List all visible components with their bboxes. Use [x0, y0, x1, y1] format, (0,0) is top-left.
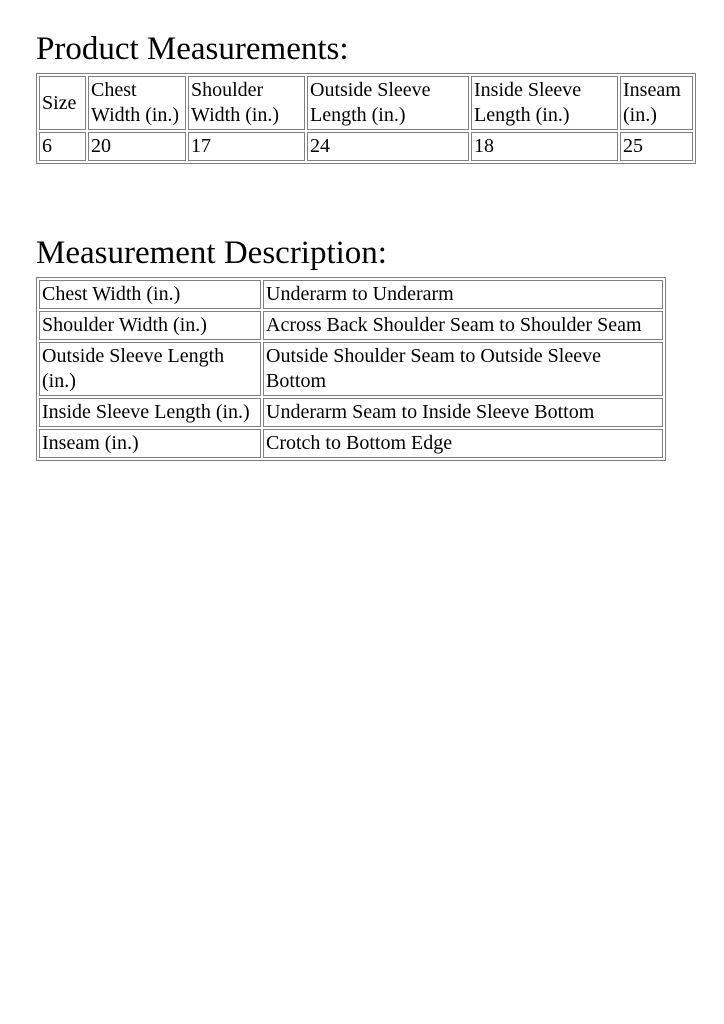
column-header-inseam: Inseam (in.): [620, 76, 693, 130]
description-row-inside-sleeve-length: [39, 398, 663, 427]
description-row-outside-sleeve-length: [39, 342, 663, 396]
column-header-chest-width: Chest Width (in.): [88, 76, 186, 130]
product-measurements-title: Product Measurements:: [36, 31, 349, 67]
description-row-chest-width: [39, 280, 663, 309]
cell-inside-sleeve-length-value: 18: [471, 132, 618, 161]
cell-measurement-label: Outside Sleeve Length (in.): [39, 342, 261, 396]
cell-measurement-description: Crotch to Bottom Edge: [263, 429, 663, 458]
column-header-outside-sleeve-length: Outside Sleeve Length (in.): [307, 76, 469, 130]
measurements-value-row: [39, 132, 693, 161]
product-measurements-table: [36, 73, 696, 164]
cell-measurement-description: Underarm to Underarm: [263, 280, 663, 309]
cell-inseam-value: 25: [620, 132, 693, 161]
cell-measurement-description: Across Back Shoulder Seam to Shoulder Seam: [263, 311, 663, 340]
cell-measurement-description: Underarm Seam to Inside Sleeve Bottom: [263, 398, 663, 427]
cell-size-value: 6: [39, 132, 86, 161]
measurement-description-table: [36, 277, 666, 461]
cell-measurement-label: Inseam (in.): [39, 429, 261, 458]
column-header-inside-sleeve-length: Inside Sleeve Length (in.): [471, 76, 618, 130]
cell-measurement-label: Shoulder Width (in.): [39, 311, 261, 340]
column-header-shoulder-width: Shoulder Width (in.): [188, 76, 305, 130]
description-row-inseam: [39, 429, 663, 458]
cell-measurement-description: Outside Shoulder Seam to Outside Sleeve Bottom: [263, 342, 663, 396]
measurement-description-title: Measurement Description:: [36, 235, 387, 271]
column-header-size: Size: [39, 76, 86, 130]
cell-measurement-label: Chest Width (in.): [39, 280, 261, 309]
cell-chest-width-value: 20: [88, 132, 186, 161]
cell-shoulder-width-value: 17: [188, 132, 305, 161]
cell-outside-sleeve-length-value: 24: [307, 132, 469, 161]
description-row-shoulder-width: [39, 311, 663, 340]
cell-measurement-label: Inside Sleeve Length (in.): [39, 398, 261, 427]
measurements-header-row: [39, 76, 693, 130]
